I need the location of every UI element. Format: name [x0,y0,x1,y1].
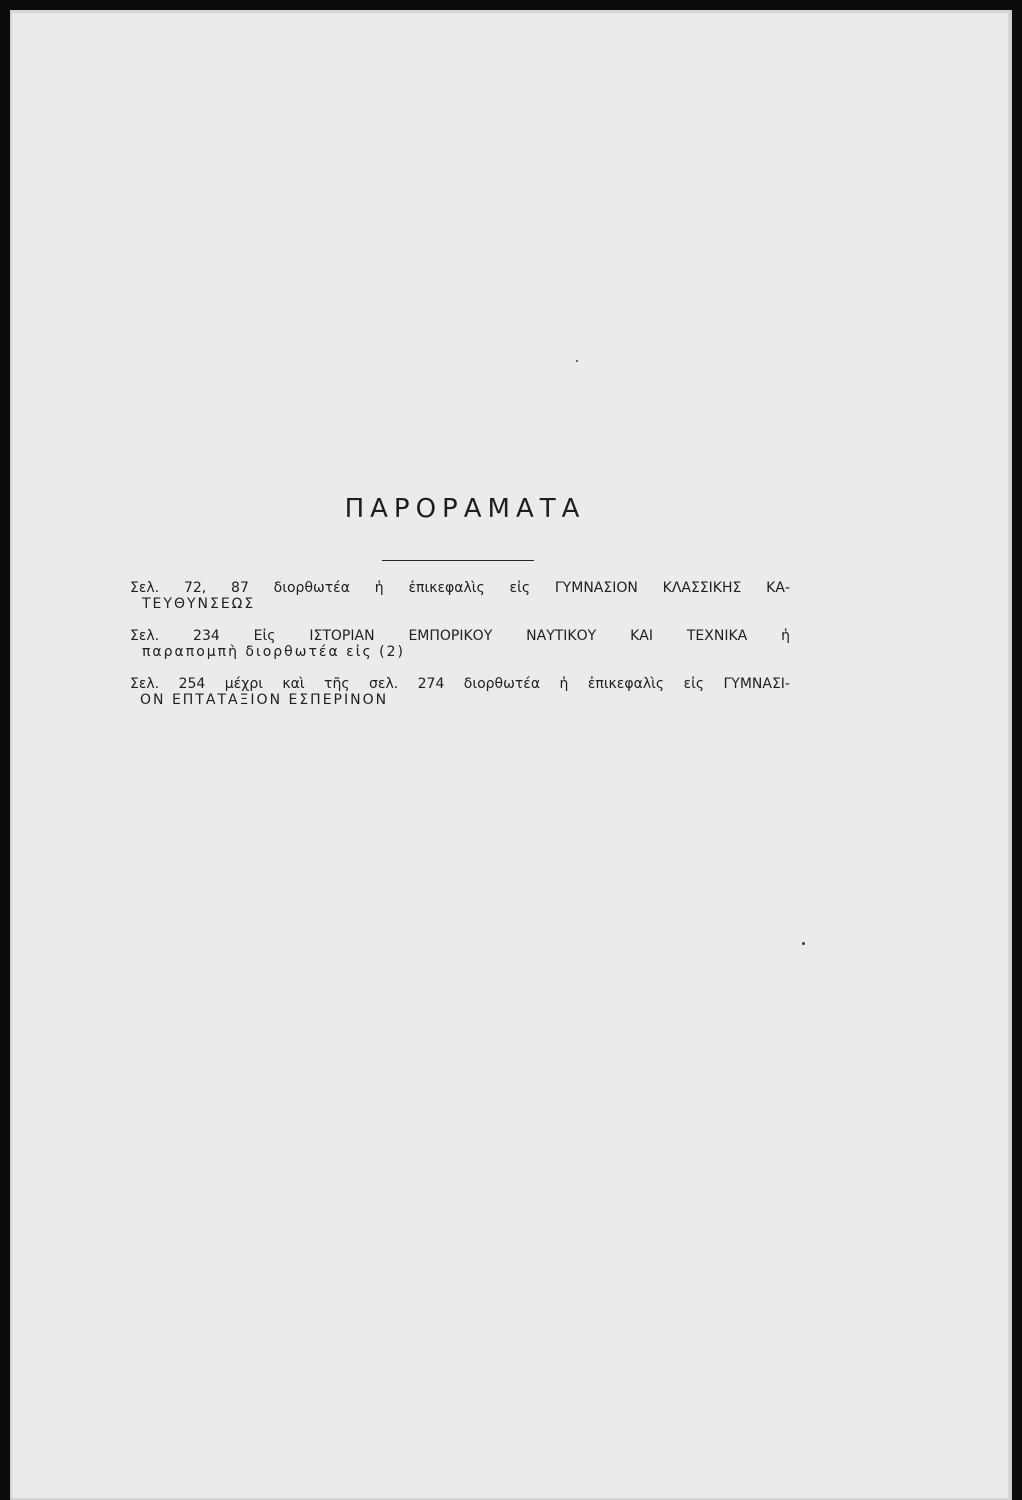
errata-entry [130,676,790,708]
errata-entry-line: παραπομπὴ διορθωτέα εἰς (2) [142,644,405,660]
paper-speck [802,942,805,945]
heading-underline [382,560,534,561]
errata-entry-line: ΟΝ ΕΠΤΑΤΑΞΙΟΝ ΕΣΠΕΡΙΝΟΝ [140,692,389,708]
errata-entry-line: ΤΕΥΘΥΝΣΕΩΣ [142,596,256,612]
errata-entry [130,580,790,612]
document-page [10,10,1012,1500]
errata-entry [130,628,790,660]
errata-entry-line: Σελ. 72, 87 διορθωτέα ἡ ἐπικεφαλὶς εἰς ΓΥΜΝΑΣΙΟΝ ΚΛΑΣΣΙΚΗΣ ΚΑ- [130,580,790,596]
errata-entry-line: Σελ. 234 Εἰς ΙΣΤΟΡΙΑΝ ΕΜΠΟΡΙΚΟΥ ΝΑΥΤΙΚΟΥ ΚΑΙ ΤΕΧΝΙΚΑ ἡ [130,628,790,644]
page-top-edge [10,10,1012,13]
errata-heading: ΠΑΡΟΡΑΜΑΤΑ [344,494,586,524]
errata-list [130,580,790,724]
errata-entry-line: Σελ. 254 μέχρι καὶ τῆς σελ. 274 διορθωτέα ἡ ἐπικεφαλὶς εἰς ΓΥΜΝΑΣΙ- [130,676,790,692]
paper-speck [576,360,578,362]
page-right-edge [1008,10,1012,1500]
